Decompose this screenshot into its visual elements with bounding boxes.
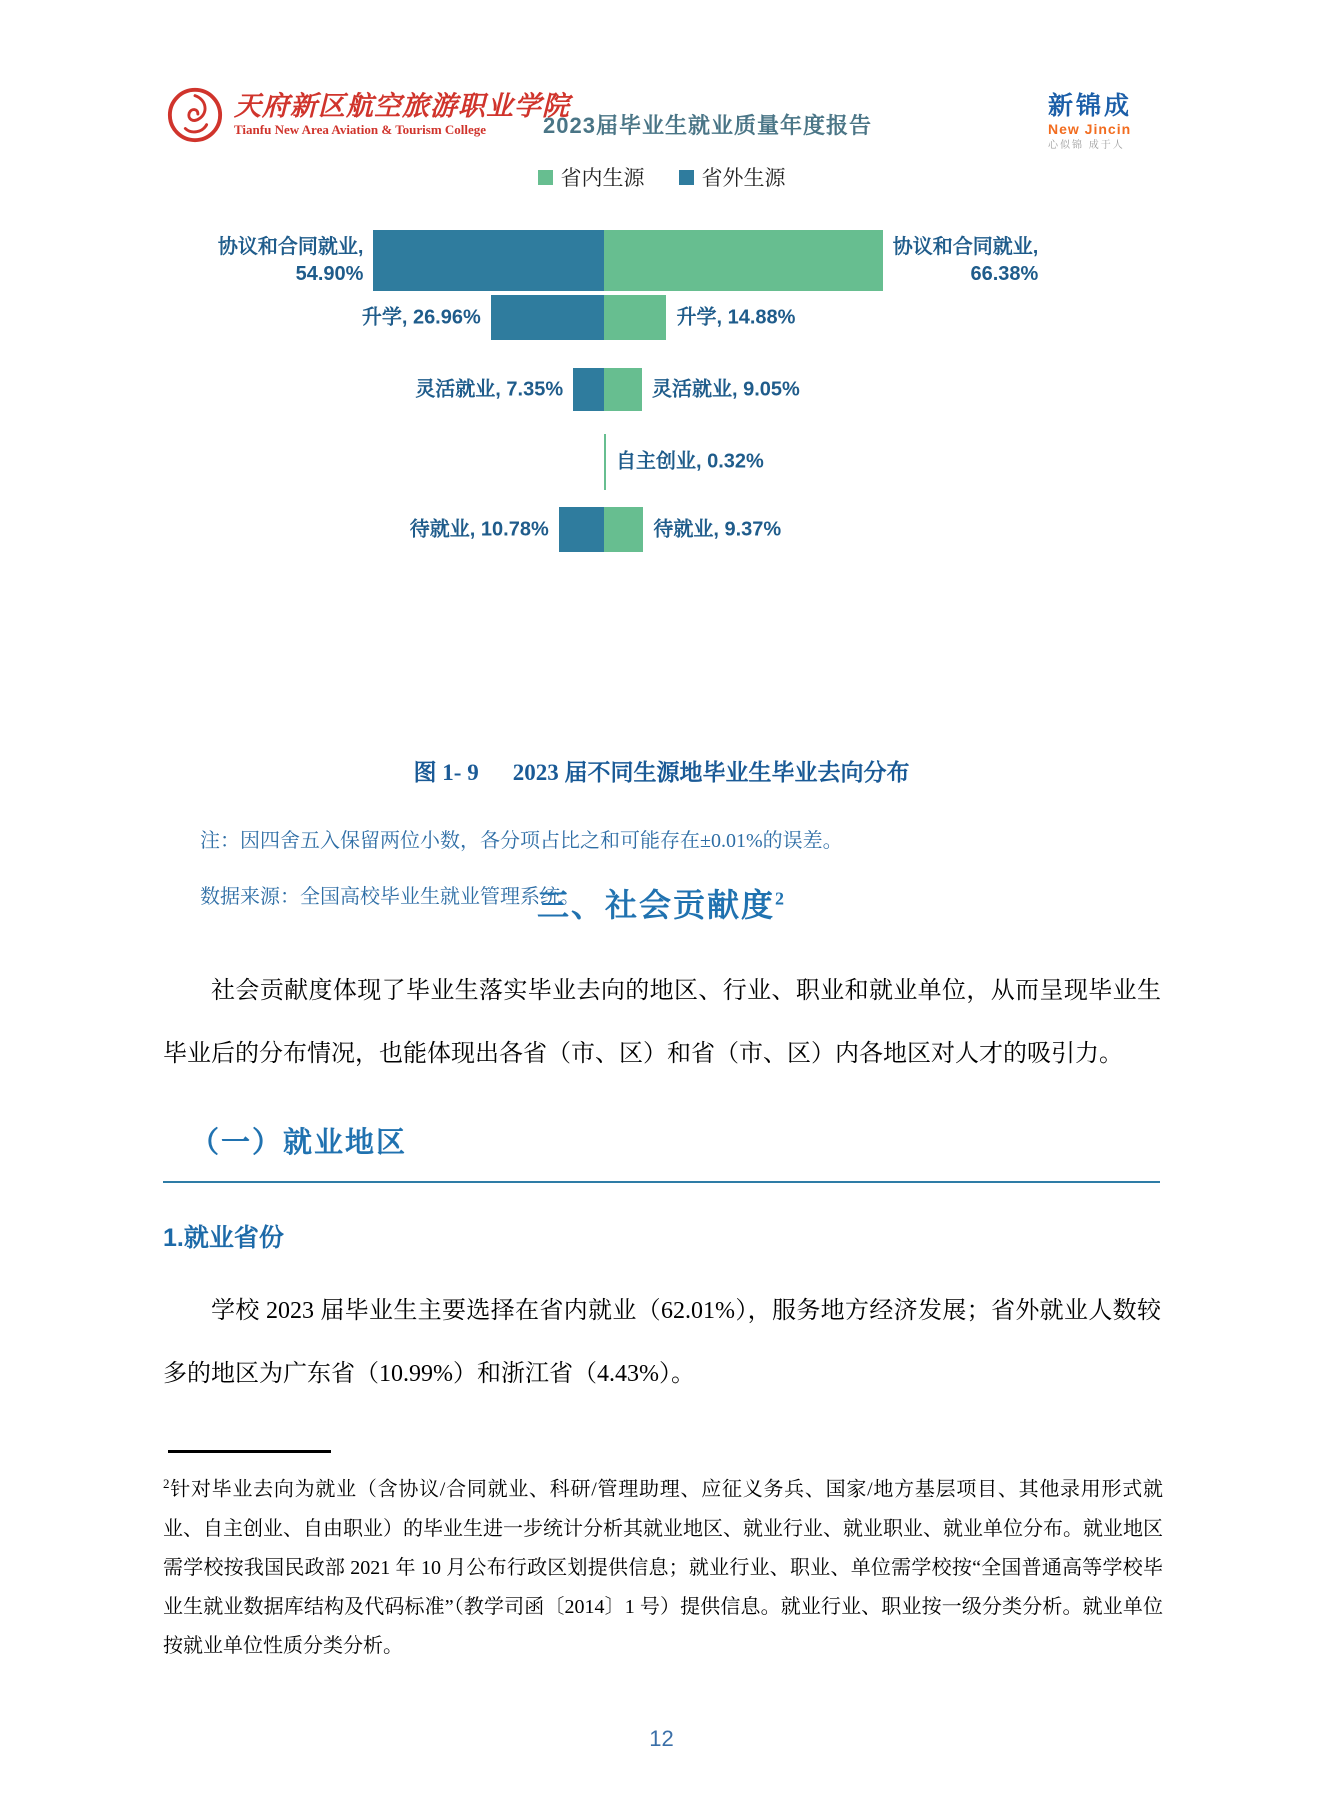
- data-source-note: 数据来源：全国高校毕业生就业管理系统。: [200, 886, 580, 908]
- bar-in-province: [604, 368, 642, 411]
- school-logo-block: [166, 86, 570, 144]
- bar-out-of-province: [491, 295, 604, 340]
- subsection-subheading: 1.就业省份: [163, 1224, 284, 1252]
- figure-caption: [0, 754, 1323, 787]
- diverging-bar-chart: [150, 215, 1190, 565]
- figure-number: 图 1- 9: [413, 760, 479, 785]
- legend-swatch-blue: [679, 170, 694, 185]
- bar-in-province: [604, 434, 606, 490]
- school-names: [234, 91, 570, 139]
- section-heading: [0, 880, 1323, 926]
- bar-label-left: 灵活就业, 7.35%: [415, 378, 564, 400]
- legend-swatch-green: [538, 170, 553, 185]
- section-heading-text: 三、社会贡献度: [536, 887, 775, 923]
- brand-tagline: 心似锦 成于人: [1048, 140, 1125, 151]
- bar-out-of-province: [573, 368, 604, 411]
- bar-in-province: [604, 295, 666, 340]
- bar-in-province: [604, 507, 643, 552]
- bar-in-province: [604, 230, 883, 291]
- school-name-cn: 天府新区航空旅游职业学院: [234, 91, 570, 121]
- legend-label: 省外生源: [701, 166, 786, 190]
- bar-label-left: 升学, 26.96%: [361, 306, 481, 328]
- report-title: 2023届毕业生就业质量年度报告: [543, 113, 872, 138]
- section-paragraph: 社会贡献度体现了毕业生落实毕业去向的地区、行业、职业和就业单位，从而呈现毕业生毕业后的分布情况，也能体现出各省（市、区）和省（市、区）内各地区对人才的吸引力。: [163, 978, 1161, 1067]
- bar-label-right: 协议和合同就业, 66.38%: [892, 235, 1039, 285]
- subsection-paragraph: 学校 2023 届毕业生主要选择在省内就业（62.01%），服务地方经济发展；省外就业人数较多的地区为广东省（10.99%）和浙江省（4.43%）。: [163, 1298, 1161, 1387]
- footnote-ref: 2: [775, 888, 786, 909]
- school-name-en: Tianfu New Area Aviation & Tourism College: [234, 122, 487, 137]
- phoenix-emblem-icon: [166, 86, 224, 144]
- bar-label-right: 灵活就业, 9.05%: [652, 378, 800, 400]
- bar-label-left: 待就业, 10.78%: [409, 518, 549, 540]
- bar-label-right: 待就业, 9.37%: [653, 518, 782, 540]
- bar-label-right: 自主创业, 0.32%: [616, 450, 764, 473]
- brand-name-en: New Jincin: [1048, 121, 1132, 137]
- section-divider: [163, 1181, 1160, 1183]
- brand-name-cn: 新锦成: [1048, 92, 1133, 120]
- figure-title: 2023 届不同生源地毕业生毕业去向分布: [512, 760, 910, 785]
- footnote-separator: [168, 1450, 331, 1453]
- legend-item-out-province: [679, 162, 786, 192]
- footnote: [163, 1464, 1163, 1666]
- bar-out-of-province: [559, 507, 604, 552]
- footnote-text: 针对毕业去向为就业（含协议/合同就业、科研/管理助理、应征义务兵、国家/地方基层项目、其他录用形式就业、自主创业、自由职业）的毕业生进一步统计分析其就业地区、就业行业、就业职业、就业单位分布。就业地区需学校按我国民政部 2021 年 10 月公布行政区划提供信息；就业行业、职业、单位需学校按“全国普通高等学校毕业生就业数据库结构及代码标准”（教学司函〔2014〕1 号）提供信息。就业行业、职业按一级分类分析。就业单位按就业单位性质分类分析。: [163, 1478, 1163, 1657]
- footnote-marker: 2: [163, 1476, 170, 1491]
- bar-label-right: 升学, 14.88%: [676, 306, 796, 328]
- brand-logo-block: [1048, 94, 1132, 151]
- rounding-note: 注：因四舍五入保留两位小数，各分项占比之和可能存在±0.01%的误差。: [200, 830, 843, 852]
- chart-legend: [0, 162, 1323, 192]
- page-number: 12: [649, 1726, 674, 1751]
- legend-label: 省内生源: [560, 166, 645, 190]
- legend-item-in-province: [538, 162, 645, 192]
- bar-out-of-province: [373, 230, 604, 291]
- subsection-heading: （一）就业地区: [190, 1127, 408, 1159]
- bar-label-left: 协议和合同就业, 54.90%: [217, 235, 364, 285]
